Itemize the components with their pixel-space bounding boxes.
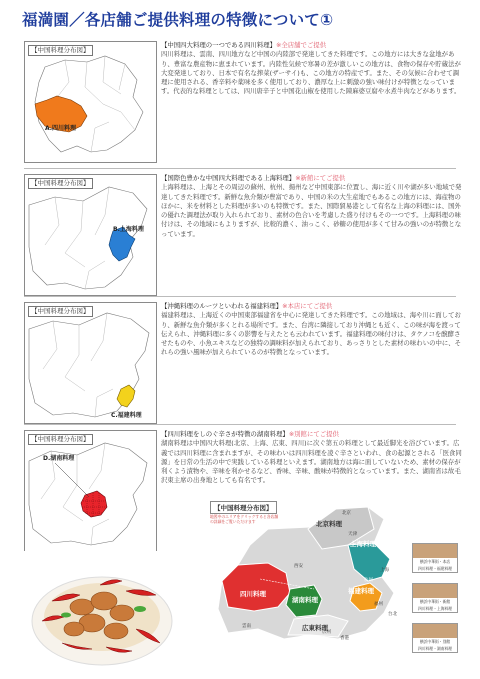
china-map-hunan	[24, 430, 157, 552]
food-photo	[22, 551, 182, 673]
region-label: C.福建料理	[111, 412, 142, 419]
section-body: 福建料理は、上海近くの中国東部福建省を中心に発達してきた料理です。この地域は、海や川に面しており、新鮮な魚介類が多くとれる場所です。また、台湾に隣接しており沖縄とも近く、この味が海を渡って伝えられ、沖縄料理に多くの影響を与えたとも云われています。福建料理の味付けは、タケノコを醗酵させたものや、小魚エキスなどの独特の調味料が加えられており、あっさりとした素材の味わいの中に、それらの強い風味が加えられているのが特徴となっています。	[161, 311, 462, 357]
city-label: 上海	[380, 568, 389, 573]
dish-photo-icon	[22, 551, 182, 673]
divider	[24, 168, 456, 169]
divider	[24, 296, 456, 297]
map-legend-label: 【中国料理分布図】	[28, 434, 93, 445]
bigmap-subtitle: 地図中のエリアをクリックすると各店舗の詳細をご覧いただけます	[210, 514, 279, 524]
city-label: 北京	[342, 511, 351, 516]
section-body: 四川料理は、雲南、四川地方など中国の内陸部で発達してきた料理です。この地方には大きな盆地があり、豊富な農産物に恵まれています。内陸性気候で寒暑の差が激しいこの地方は、食物の保存や貯蔵法が大変発達しており、日本で有名な搾菜(ザーサイ)も、この地方の特産です。また、その気候に合わせて調理に使用される、香辛料や薬味を多く使用しており、濃厚な上に刺激の強い味付けが特徴となっています。代表的な料理としては、四川唐辛子と中国花山椒を使用した陳麻婆豆腐や水煮牛肉などがあります。	[161, 50, 461, 96]
region-label-beijing[interactable]: 北京料理	[316, 520, 342, 528]
store-cuisine: 四川料理・福建料理	[417, 566, 453, 571]
section-heading: 【沖縄料理のルーツといわれる福建料理】	[161, 302, 283, 310]
city-label: 杭州	[364, 578, 373, 583]
city-label: 西安	[294, 564, 303, 569]
region-label: D.湖南料理	[43, 455, 75, 462]
region-label-sichuan[interactable]: 四川料理	[240, 590, 266, 598]
china-map-shanghai	[24, 174, 157, 296]
store-card-honten[interactable]	[412, 543, 458, 573]
section-text	[161, 41, 462, 97]
section-location: ※別館にてご提供	[288, 430, 339, 438]
region-label-fujian[interactable]: 福建料理	[348, 587, 374, 595]
map-legend-label: 【中国料理分布図】	[28, 306, 93, 317]
map-legend-label: 【中国料理分布図】	[28, 178, 93, 189]
page-title: 福満園／各店舗ご提供料理の特徴について①	[22, 11, 334, 29]
city-label: 福州	[374, 602, 383, 607]
store-name: 横浜中華街・新館	[419, 599, 451, 604]
store-photo	[413, 624, 457, 638]
map-outline-icon	[25, 175, 156, 295]
store-cuisine: 四川料理・湖南料理	[417, 646, 453, 651]
store-card-bekkan[interactable]	[412, 623, 458, 653]
region-label-guangdong[interactable]: 広東料理	[302, 624, 328, 632]
city-label: 香港	[340, 636, 349, 641]
map-outline-icon	[25, 42, 156, 162]
section-heading: 【国際色豊かな中国四大料理である上海料理】	[161, 174, 296, 182]
china-map-sichuan	[24, 41, 157, 163]
region-label-hunan[interactable]: 湖南料理	[292, 596, 318, 604]
city-label: 広州	[322, 630, 331, 635]
map-outline-icon	[25, 431, 156, 551]
section-location: ※全店舗でご提供	[276, 41, 327, 49]
region-label: A.四川料理	[45, 125, 77, 132]
map-legend-label: 【中国料理分布図】	[28, 45, 93, 56]
china-cuisine-map	[198, 489, 460, 673]
city-label: 雲南	[242, 624, 251, 629]
map-outline-icon	[25, 303, 156, 423]
region-label-shanghai[interactable]: 上海料理	[350, 540, 376, 548]
section-heading: 【四川料理をしのぐ辛さが特徴の湖南料理】	[161, 430, 289, 438]
section-heading: 【中国四大料理の一つである四川料理】	[161, 41, 277, 49]
divider	[24, 424, 456, 425]
store-photo	[413, 584, 457, 598]
region-label: B.上海料理	[113, 226, 144, 233]
store-cuisine: 四川料理・上海料理	[417, 606, 453, 611]
store-name: 横浜中華街・別館	[419, 639, 451, 644]
city-label: 台北	[388, 612, 397, 617]
section-body: 上海料理は、上海とその周辺の蘇州、杭州、揚州など中国東部に位置し、海に近く川や湖が多い地域で発達してきた料理です。新鮮な魚介類が豊富であり、中国の米の大生産地でもあるこの地方には、海産物のほかに、米を材料とした料理が多いのも特徴です。また、国際貿易港として有名な上海の料理には、国外の優れた調理法が取り入れられており、素材の色合いを考慮した盛り付けもその一つです。上海料理の味付けは、その地域にもよりますが、比較的濃く、油っこく、砂糖の使用が多くて甘みの強いのが特徴となっています。	[161, 183, 462, 238]
section-text	[161, 430, 462, 486]
china-map-fujian	[24, 302, 157, 424]
section-text	[161, 174, 462, 239]
store-name: 横浜中華街・本店	[419, 559, 451, 564]
city-label: 天津	[348, 532, 357, 537]
section-location: ※新館にてご提供	[295, 174, 346, 182]
section-text	[161, 302, 462, 358]
store-card-shinkan[interactable]	[412, 583, 458, 613]
section-location: ※本店にてご提供	[282, 302, 333, 310]
bigmap-title: 【中国料理分布図】	[210, 501, 277, 514]
store-photo	[413, 544, 457, 558]
section-body: 湖南料理は中国四大料理(北京、上海、広東、四川)に次ぐ第五の料理として最近脚光を浴びています。広義では四川料理に含まれますが、その味わいは四川料理を凌ぐ辛さといわれ、食の起源とされる「医食同源」を日常の生活の中で実践している料理といえます。湖南地方は海に面していないため、素材の保存が利くよう漬物や、辛味を利かせるなど、香味、辛味、酸味が特徴的となっています。また、湖南省は故毛沢東主席の出身地としても有名です。	[161, 439, 462, 485]
